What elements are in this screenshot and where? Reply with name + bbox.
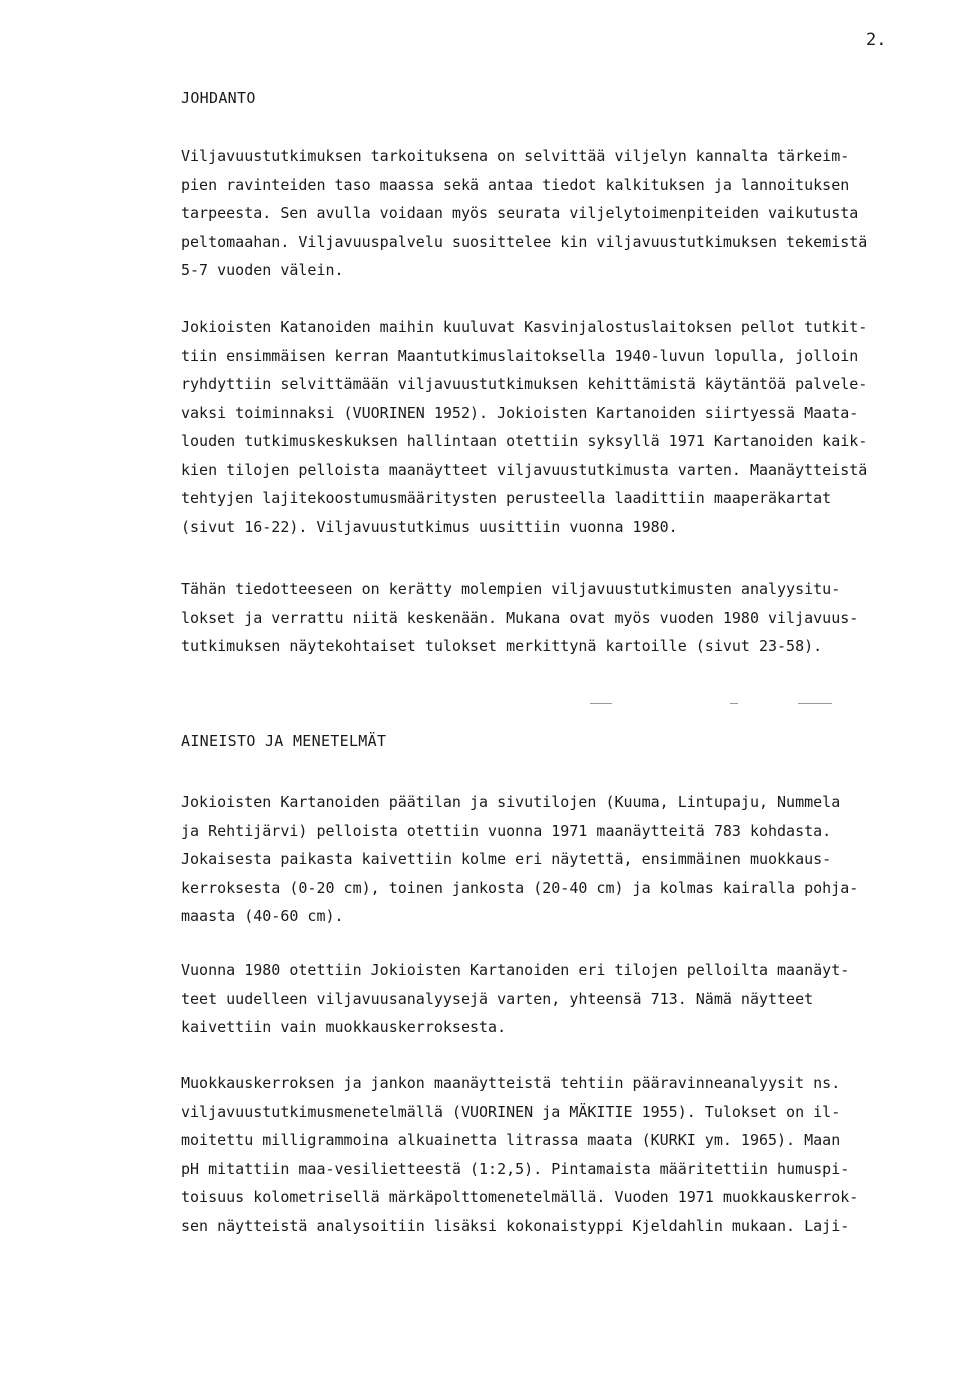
text-line: maasta (40-60 cm). [181,907,344,925]
text-line: ja Rehtijärvi) pelloista otettiin vuonna 1971 maanäytteitä 783 kohdasta. [181,821,832,840]
text-line: Viljavuustutkimuksen tarkoituksena on selvittää viljelyn kannalta tärkeim- [181,147,850,165]
text-line: Muokkauskerroksen ja jankon maanäytteistä tehtiin pääravinneanalyysit ns. [181,1074,841,1092]
text-line: tutkimuksen näytekohtaiset tulokset merkittynä kartoille (sivut 23-58). [181,637,823,655]
methods-paragraph-2 [181,956,901,1042]
methods-paragraph-3 [181,1069,901,1240]
text-line: kaivettiin vain muokkauskerroksesta. [181,1018,507,1036]
text-line: lokset ja verrattu niitä keskenään. Mukana ovat myös vuoden 1980 viljavuus- [181,608,859,627]
text-line: Tähän tiedotteeseen on kerätty molempien viljavuustutkimusten analyysitu- [181,580,841,598]
text-line: Jokioisten Katanoiden maihin kuuluvat Kasvinjalostuslaitoksen pellot tutkit- [181,318,868,336]
text-line: toisuus kolometrisellä märkäpolttomenetelmällä. Vuoden 1971 muokkauskerrok- [181,1188,859,1206]
text-line: ryhdyttiin selvittämään viljavuustutkimuksen kehittämistä käytäntöä palvele- [181,375,868,393]
page-number: 2. [866,30,887,50]
methods-paragraph-1 [181,788,901,931]
text-line: pH mitattiin maa-vesilietteestä (1:2,5). Pintamaista määritettiin humuspi- [181,1159,850,1178]
intro-paragraph-3 [181,575,901,661]
intro-paragraph-1 [181,142,901,285]
text-line: tehtyjen lajitekoostumusmääritysten perusteella laadittiin maaperäkartat [181,489,832,507]
text-line: kien tilojen pelloista maanäytteet viljavuustutkimusta varten. Maanäytteistä [181,460,868,479]
text-line: 5-7 vuoden välein. [181,261,344,279]
text-line: tiin ensimmäisen kerran Maantutkimuslaitoksella 1940-luvun lopulla, jolloin [181,346,859,365]
section-heading-aineisto: AINEISTO JA MENETELMÄT [181,732,387,750]
intro-paragraph-2 [181,313,901,541]
text-line: peltomaahan. Viljavuuspalvelu suosittelee kin viljavuustutkimuksen tekemistä [181,232,868,251]
text-line: sen näytteistä analysoitiin lisäksi kokonaistyppi Kjeldahlin mukaan. Laji- [181,1216,850,1235]
text-line: Vuonna 1980 otettiin Jokioisten Kartanoiden eri tilojen pelloilta maanäyt- [181,961,850,979]
text-line: kerroksesta (0-20 cm), toinen jankosta (20-40 cm) ja kolmas kairalla pohja- [181,878,859,897]
text-line: louden tutkimuskeskuksen hallintaan otettiin syksyllä 1971 Kartanoiden kaik- [181,432,868,450]
text-line: vaksi toiminnaksi (VUORINEN 1952). Jokioisten Kartanoiden siirtyessä Maata- [181,403,859,422]
text-line: Jokioisten Kartanoiden päätilan ja sivutilojen (Kuuma, Lintupaju, Nummela [181,793,841,811]
text-line: moitettu milligrammoina alkuainetta litrassa maata (KURKI ym. 1965). Maan [181,1131,841,1149]
text-line: teet uudelleen viljavuusanalyysejä varten, yhteensä 713. Nämä näytteet [181,989,814,1008]
text-line: (sivut 16-22). Viljavuustutkimus uusittiin vuonna 1980. [181,517,678,536]
section-divider [590,700,890,710]
text-line: pien ravinteiden taso maassa sekä antaa tiedot kalkituksen ja lannoituksen [181,175,850,194]
text-line: Jokaisesta paikasta kaivettiin kolme eri näytettä, ensimmäinen muokkaus- [181,850,832,868]
text-line: tarpeesta. Sen avulla voidaan myös seurata viljelytoimenpiteiden vaikutusta [181,204,859,222]
text-line: viljavuustutkimusmenetelmällä (VUORINEN ja MÄKITIE 1955). Tulokset on il- [181,1102,841,1121]
section-heading-johdanto: JOHDANTO [181,89,256,107]
